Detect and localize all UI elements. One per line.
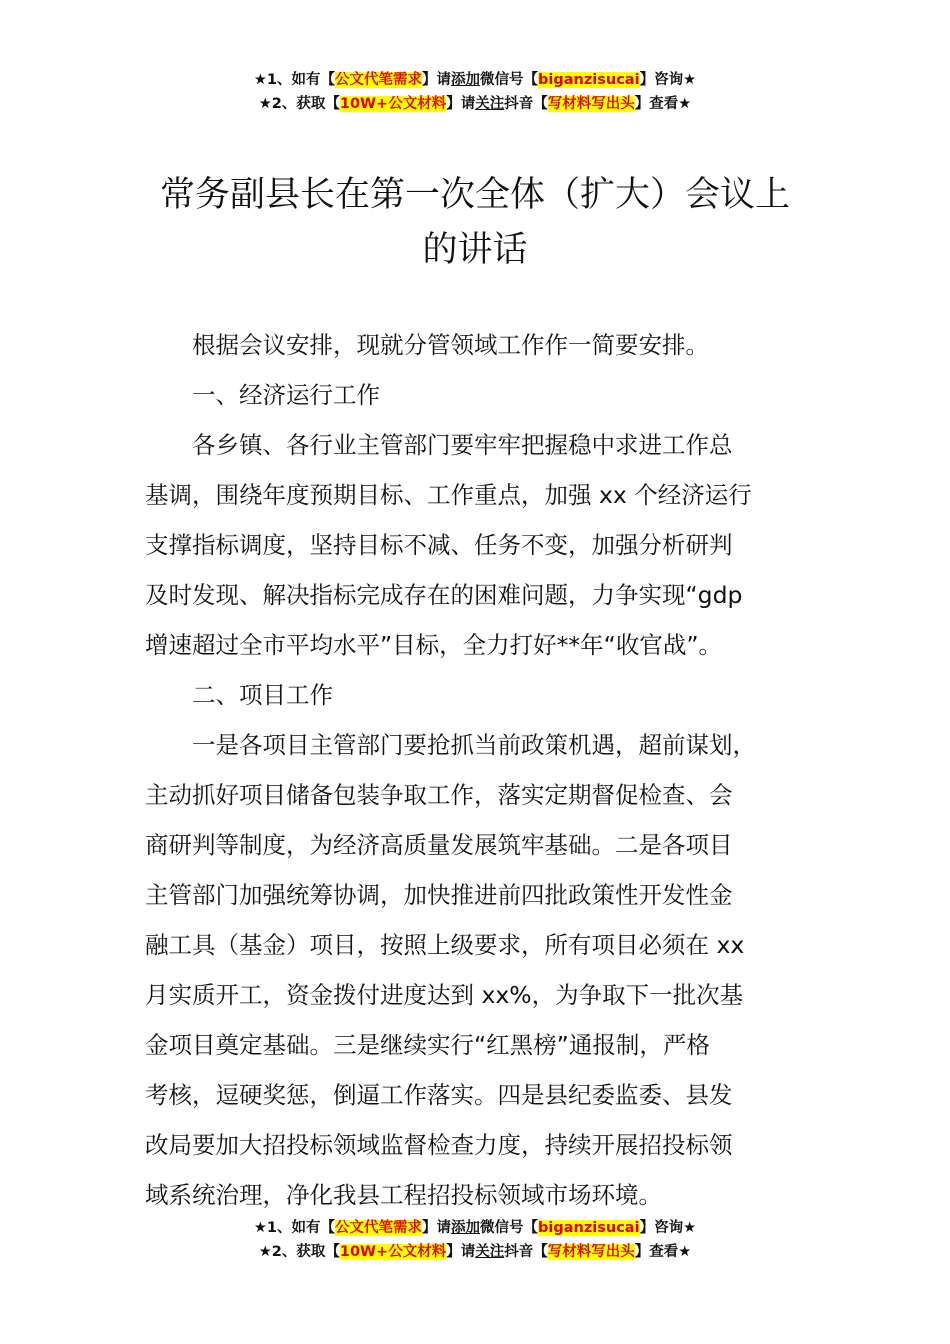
promo-line-2 [0, 92, 950, 116]
paragraph-line: 商研判等制度，为经济高质量发展筑牢基础。二是各项目 [145, 831, 733, 859]
promo-highlight-douyin: 写材料写出头 [547, 1244, 635, 1260]
promo-text: 】请 [446, 96, 476, 112]
promo-highlight: 公文代笔需求 [335, 72, 423, 88]
promo-text: 微信号【 [480, 1220, 539, 1236]
promo-highlight-wechat-id: biganzisucai [538, 72, 640, 88]
paragraph [145, 320, 810, 370]
promo-text: 】咨询★ [639, 72, 697, 88]
paragraph-line: 根据会议安排，现就分管领域工作作一简要安排。 [192, 331, 709, 359]
title-line-1: 常务副县长在第一次全体（扩大）会议上 [159, 175, 790, 215]
promo-text: 】请 [422, 72, 452, 88]
paragraph-line: 支撑指标调度，坚持目标不减、任务不变，加强分析研判 [145, 531, 733, 559]
promo-underline: 关注 [475, 96, 505, 112]
promo-text: 抖音【 [504, 96, 548, 112]
paragraph-line: 融工具（基金）项目，按照上级要求，所有项目必须在 xx [145, 931, 745, 959]
promo-text: 微信号【 [480, 72, 539, 88]
paragraph-line: 二、项目工作 [192, 681, 333, 709]
promo-text: 】咨询★ [639, 1220, 697, 1236]
paragraph [145, 370, 810, 420]
document-body [145, 320, 810, 1220]
paragraph-line: 增速超过全市平均水平”目标，全力打好**年“收官战”。 [145, 631, 723, 659]
paragraph-line: 改局要加大招投标领域监督检查力度，持续开展招投标领 [145, 1131, 733, 1159]
promo-line-2 [0, 1240, 950, 1264]
title-line-2: 的讲话 [422, 230, 528, 270]
promo-text: 】查看★ [634, 96, 692, 112]
promo-highlight: 10W+公文材料 [339, 1244, 447, 1260]
promo-text: 抖音【 [504, 1244, 548, 1260]
promo-text: ★1、如有【 [253, 72, 336, 88]
paragraph-line: 考核，逗硬奖惩，倒逼工作落实。四是县纪委监委、县发 [145, 1081, 733, 1109]
paragraph [145, 420, 810, 670]
promo-line-1 [0, 1216, 950, 1240]
paragraph-line: 域系统治理，净化我县工程招投标领域市场环境。 [145, 1181, 662, 1209]
footer-promo-banner [0, 1216, 950, 1264]
paragraph [145, 670, 810, 720]
promo-highlight: 10W+公文材料 [339, 96, 447, 112]
promo-highlight-douyin: 写材料写出头 [547, 96, 635, 112]
paragraph-line: 及时发现、解决指标完成存在的困难问题，力争实现“gdp [145, 581, 743, 609]
paragraph-line: 主动抓好项目储备包装争取工作，落实定期督促检查、会 [145, 781, 733, 809]
paragraph-line: 金项目奠定基础。三是继续实行“红黑榜”通报制，严格 [145, 1031, 710, 1059]
promo-highlight-wechat-id: biganzisucai [538, 1220, 640, 1236]
promo-text: 】查看★ [634, 1244, 692, 1260]
promo-line-1 [0, 68, 950, 92]
paragraph-line: 主管部门加强统筹协调，加快推进前四批政策性开发性金 [145, 881, 733, 909]
promo-underline: 添加 [451, 72, 481, 88]
paragraph-line: 月实质开工，资金拨付进度达到 xx%，为争取下一批次基 [145, 981, 744, 1009]
promo-text: 】请 [422, 1220, 452, 1236]
promo-text: 】请 [446, 1244, 476, 1260]
paragraph [145, 720, 810, 1220]
paragraph-line: 基调，围绕年度预期目标、工作重点，加强 xx 个经济运行 [145, 481, 752, 509]
promo-highlight: 公文代笔需求 [335, 1220, 423, 1236]
promo-text: ★2、获取【 [258, 1244, 340, 1260]
paragraph-line: 一、经济运行工作 [192, 381, 380, 409]
document-title [130, 168, 820, 278]
promo-text: ★1、如有【 [253, 1220, 336, 1236]
paragraph-line: 一是各项目主管部门要抢抓当前政策机遇，超前谋划， [192, 731, 756, 759]
promo-text: ★2、获取【 [258, 96, 340, 112]
promo-underline: 添加 [451, 1220, 481, 1236]
paragraph-line: 各乡镇、各行业主管部门要牢牢把握稳中求进工作总 [192, 431, 733, 459]
header-promo-banner [0, 68, 950, 116]
promo-underline: 关注 [475, 1244, 505, 1260]
